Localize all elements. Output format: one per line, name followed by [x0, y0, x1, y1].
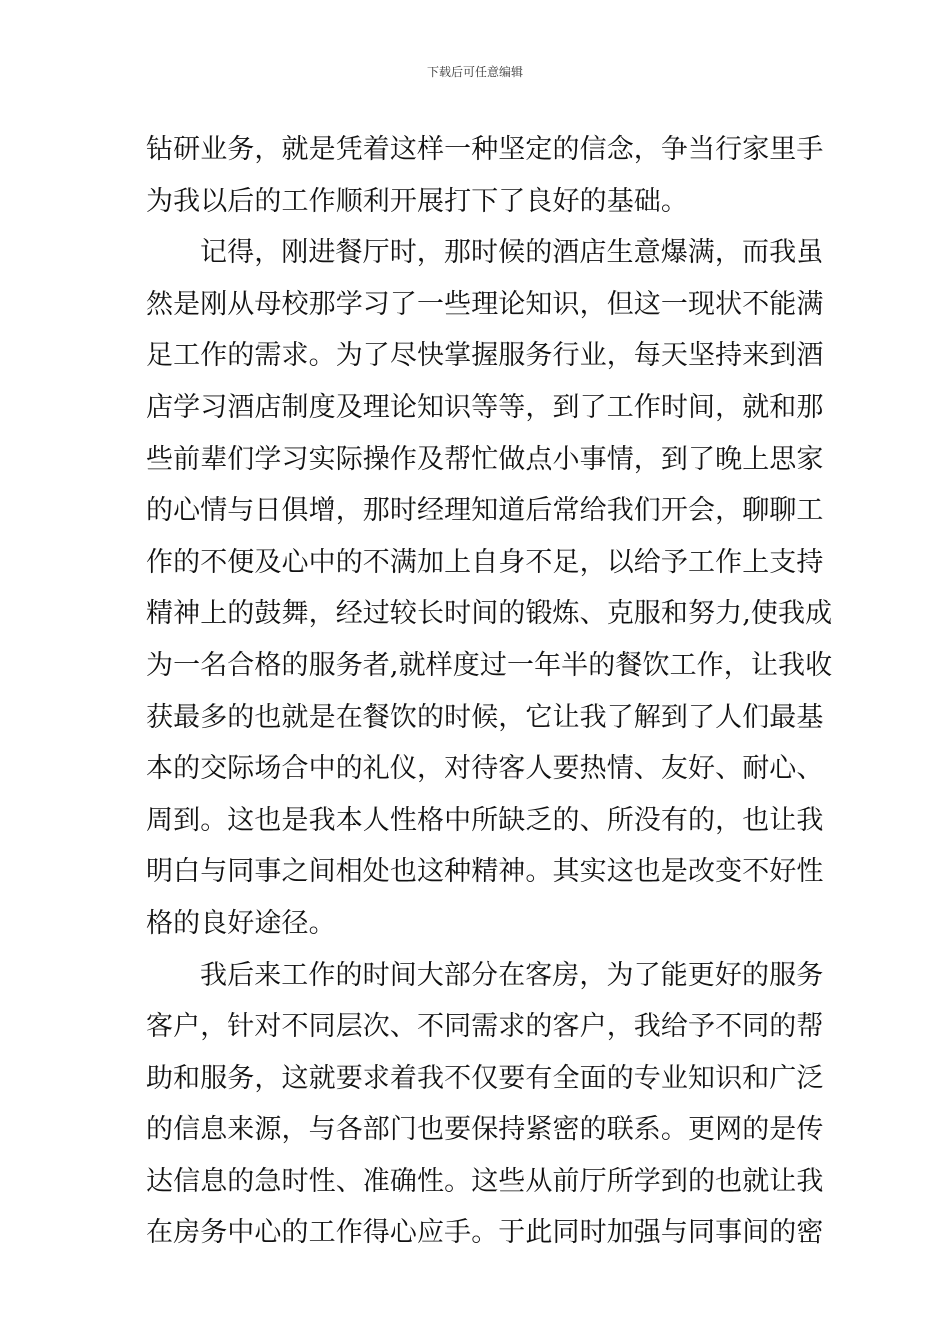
- text-line: 明白与同事之间相处也这种精神。其实这也是改变不好性: [146, 856, 824, 888]
- paragraph-start-line: 我后来工作的时间大部分在客房，为了能更好的服务: [200, 959, 824, 991]
- text-line: 本的交际场合中的礼仪，对待客人要热情、友好、耐心、: [146, 753, 824, 785]
- text-line: 作的不便及心中的不满加上自身不足，以给予工作上支持: [146, 546, 824, 578]
- text-line: 足工作的需求。为了尽快掌握服务行业，每天坚持来到酒: [146, 340, 824, 372]
- text-line: 精神上的鼓舞，经过较长时间的锻炼、克服和努力,使我成: [146, 598, 833, 630]
- text-line: 为我以后的工作顺利开展打下了良好的基础。: [146, 185, 688, 217]
- text-line: 周到。这也是我本人性格中所缺乏的、所没有的，也让我: [146, 804, 824, 836]
- text-line: 为一名合格的服务者,就样度过一年半的餐饮工作，让我收: [146, 649, 833, 681]
- paragraph-start-line: 记得，刚进餐厅时，那时候的酒店生意爆满，而我虽: [200, 237, 824, 269]
- document-body: [146, 124, 833, 1259]
- page-header: 下载后可任意编辑: [426, 65, 523, 79]
- text-line: 达信息的急时性、准确性。这些从前厅所学到的也就让我: [146, 1165, 824, 1197]
- text-line: 助和服务，这就要求着我不仅要有全面的专业知识和广泛: [146, 1062, 824, 1094]
- text-line: 些前辈们学习实际操作及帮忙做点小事情，到了晚上思家: [146, 443, 824, 475]
- text-line: 格的良好途径。: [146, 907, 336, 939]
- text-line: 在房务中心的工作得心应手。于此同时加强与同事间的密: [146, 1217, 824, 1249]
- text-line: 的信息来源，与各部门也要保持紧密的联系。更网的是传: [146, 1114, 824, 1146]
- text-line: 店学习酒店制度及理论知识等等，到了工作时间，就和那: [146, 391, 824, 423]
- text-line: 然是刚从母校那学习了一些理论知识，但这一现状不能满: [146, 288, 824, 320]
- text-line: 获最多的也就是在餐饮的时候，它让我了解到了人们最基: [146, 701, 824, 733]
- text-line: 钻研业务，就是凭着这样一种坚定的信念，争当行家里手: [146, 134, 824, 165]
- text-line: 的心情与日俱增，那时经理知道后常给我们开会，聊聊工: [146, 495, 824, 527]
- text-line: 客户，针对不同层次、不同需求的客户，我给予不同的帮: [146, 1011, 824, 1043]
